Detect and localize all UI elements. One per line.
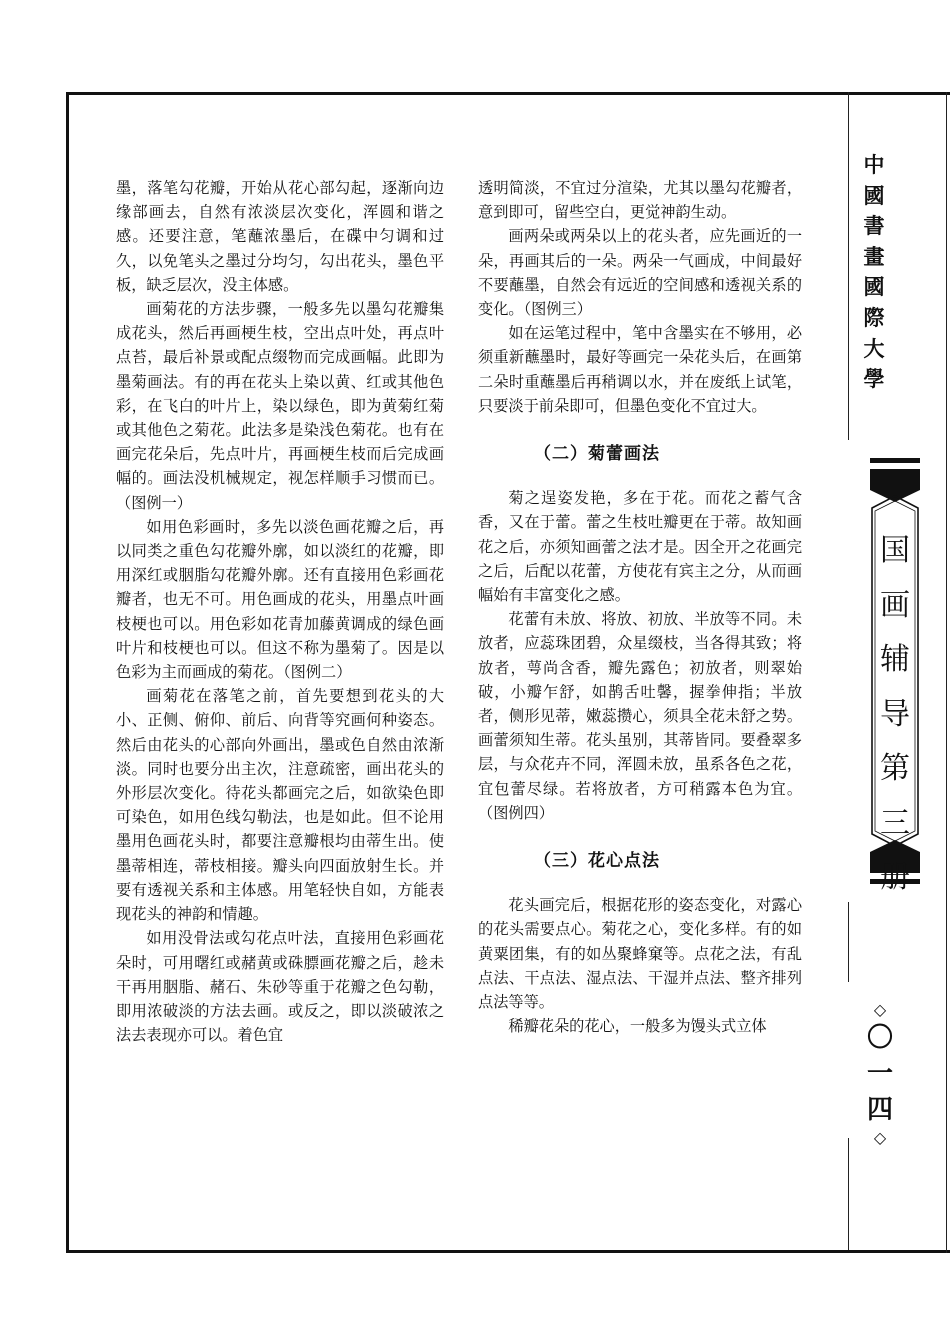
frame-right-rule <box>946 92 947 1253</box>
title-char: 国 <box>880 533 910 568</box>
paragraph: 花蕾有未放、将放、初放、半放等不同。未放者，应蕊珠团碧，众星缀枝，当各得其致；将放者，萼尚含香，瓣先露色；初放者，则翠始破，小瓣乍舒，如鹊舌吐馨，握拳伸指；半放者，侧形见蒂，嫩蕊攒心，须具全花未舒之势。画蕾须知生蒂。花头虽别，其蒂皆同。要叠翠多层，与众花卉不同，浑圆未放，虽系各色之花，宜包蕾尽绿。若将放者，方可稍露本色为宜。（图例四） <box>478 610 802 822</box>
paragraph: 画两朵或两朵以上的花头者，应先画近的一朵，再画其后的一朵。两朵一气画成，中间最好不要蘸墨，自然会有远近的空间感和透视关系的变化。（图例三） <box>478 227 802 319</box>
university-char: 中 <box>863 152 885 177</box>
sidebar-rule-upper <box>848 92 849 440</box>
title-char: 画 <box>880 587 910 623</box>
section-heading-center: （三）花心点法 <box>534 851 660 872</box>
university-char: 際 <box>863 304 885 330</box>
page-number-digit: 一 <box>866 1059 893 1089</box>
page-number <box>862 1000 898 1148</box>
paragraph: 画菊花的方法步骤，一般多先以墨勾花瓣集成花头，然后再画梗生枝，空出点叶处，再点叶点苔，最后补景或配点缀物而完成画幅。此即为墨菊画法。有的再在花头上染以黄、红或其他色彩，在飞白的叶片上，染以绿色，即为黄菊红菊或其他色之菊花。此法多是染浅色菊花。也有在画完花朵后，先点叶片，再画梗生枝而后完成画幅的。画法没机械规定，视怎样顺手习惯而已。（图例一） <box>116 300 444 512</box>
page-number-digit: 四 <box>866 1095 893 1125</box>
title-char: 册 <box>880 860 910 895</box>
left-text-column <box>116 176 444 1047</box>
paragraph: 如在运笔过程中，笔中含墨实在不够用，必须重新蘸墨时，最好等画完一朵花头后，在画第二朵时重蘸墨后再稍调以水，并在废纸上试笔，只要淡于前朵即可，但墨色变化不宜过大。 <box>478 324 802 415</box>
title-char: 三 <box>880 805 910 841</box>
frame-top-border <box>66 92 950 95</box>
section-heading-bud: （二）菊蕾画法 <box>534 444 660 465</box>
university-char: 國 <box>863 274 885 300</box>
sidebar-rule-lower <box>848 1138 849 1250</box>
paragraph: 如用没骨法或勾花点叶法，直接用色彩画花朵时，可用曙红或赭黄或硃膘画花瓣之后，趁未干再用胭脂、赭石、朱砂等重于花瓣之色勾勒，即用浓破淡的方法去画。或反之，即以淡破浓之法去表现亦可以。着色宜 <box>116 929 444 1045</box>
paragraph: 稀瓣花朵的花心，一般多为馒头式立体 <box>508 1017 767 1036</box>
university-char: 畫 <box>863 243 885 269</box>
book-title-banner <box>866 456 924 895</box>
title-char: 辅 <box>880 642 910 677</box>
university-name <box>859 150 889 395</box>
university-char: 學 <box>863 366 885 392</box>
right-text-column <box>478 176 802 1039</box>
paragraph: 画菊花在落笔之前，首先要想到花头的大小、正侧、俯仰、前后、向背等究画何种姿态。然后由花头的心部向外画出，墨或色自然由浓渐淡。同时也要分出主次，注意疏密，画出花头的外形层次变化。待花头都画完之后，如欲染色即可染色，如用色线勾勒法，也是如此。但不论用墨用色画花头时，都要注意瓣根均由蒂生出。使墨蒂相连，蒂枝相接。瓣头向四面放射生长。并要有透视关系和主体感。用笔轻快自如，方能表现花头的神韵和情趣。 <box>116 687 444 924</box>
book-title <box>866 524 924 906</box>
university-char: 國 <box>863 182 885 208</box>
page-number-digit: 〇 <box>866 1023 893 1053</box>
diamond-icon: ◇ <box>873 1128 887 1147</box>
paragraph: 菊之逞姿发艳，多在于花。而花之蓄气含香，又在于蕾。蕾之生枝吐瓣更在于蒂。故知画花之后，亦须知画蕾之法才是。因全开之花画完之后，后配以花蕾，方使花有宾主之分，从而画幅始有丰富变化之感。 <box>478 489 802 605</box>
frame-bottom-border <box>66 1250 950 1253</box>
sidebar-rule-middle <box>848 902 849 982</box>
diamond-icon: ◇ <box>873 1000 887 1019</box>
paragraph: 花头画完后，根据花形的姿态变化，对露心的花头需要点心。菊花之心，变化多样。有的如黄粟团集，有的如丛聚蜂窠等。点花之法，有乱点法、干点法、湿点法、干湿并点法、整齐排列点法等等。 <box>478 896 802 1012</box>
paragraph: 墨，落笔勾花瓣，开始从花心部勾起，逐渐向边缘部画去，自然有浓淡层次变化，浑圆和谐之感。还要注意，笔蘸浓墨后，在碟中匀调和过久，以免笔头之墨过分均匀，勾出花头，墨色平板，缺乏层次，没主体感。 <box>116 179 444 294</box>
frame-left-border <box>66 92 69 1253</box>
university-char: 大 <box>863 335 885 361</box>
title-char: 第 <box>880 751 910 786</box>
university-char: 書 <box>863 213 885 239</box>
title-char: 导 <box>880 696 910 732</box>
paragraph: 如用色彩画时，多先以淡色画花瓣之后，再以同类之重色勾花瓣外廓，如以淡红的花瓣，即用深红或胭脂勾花瓣外廓。还有直接用色彩画花瓣者，也无不可。用色画成的花头，用墨点叶画枝梗也可以。用色彩如花青加藤黄调成的绿色画叶片和枝梗也可以。但这不称为墨菊了。因是以色彩为主而画成的菊花。（图例二） <box>116 517 444 682</box>
paragraph: 透明简淡，不宜过分渲染，尤其以墨勾花瓣者，意到即可，留些空白，更觉神韵生动。 <box>478 179 802 222</box>
